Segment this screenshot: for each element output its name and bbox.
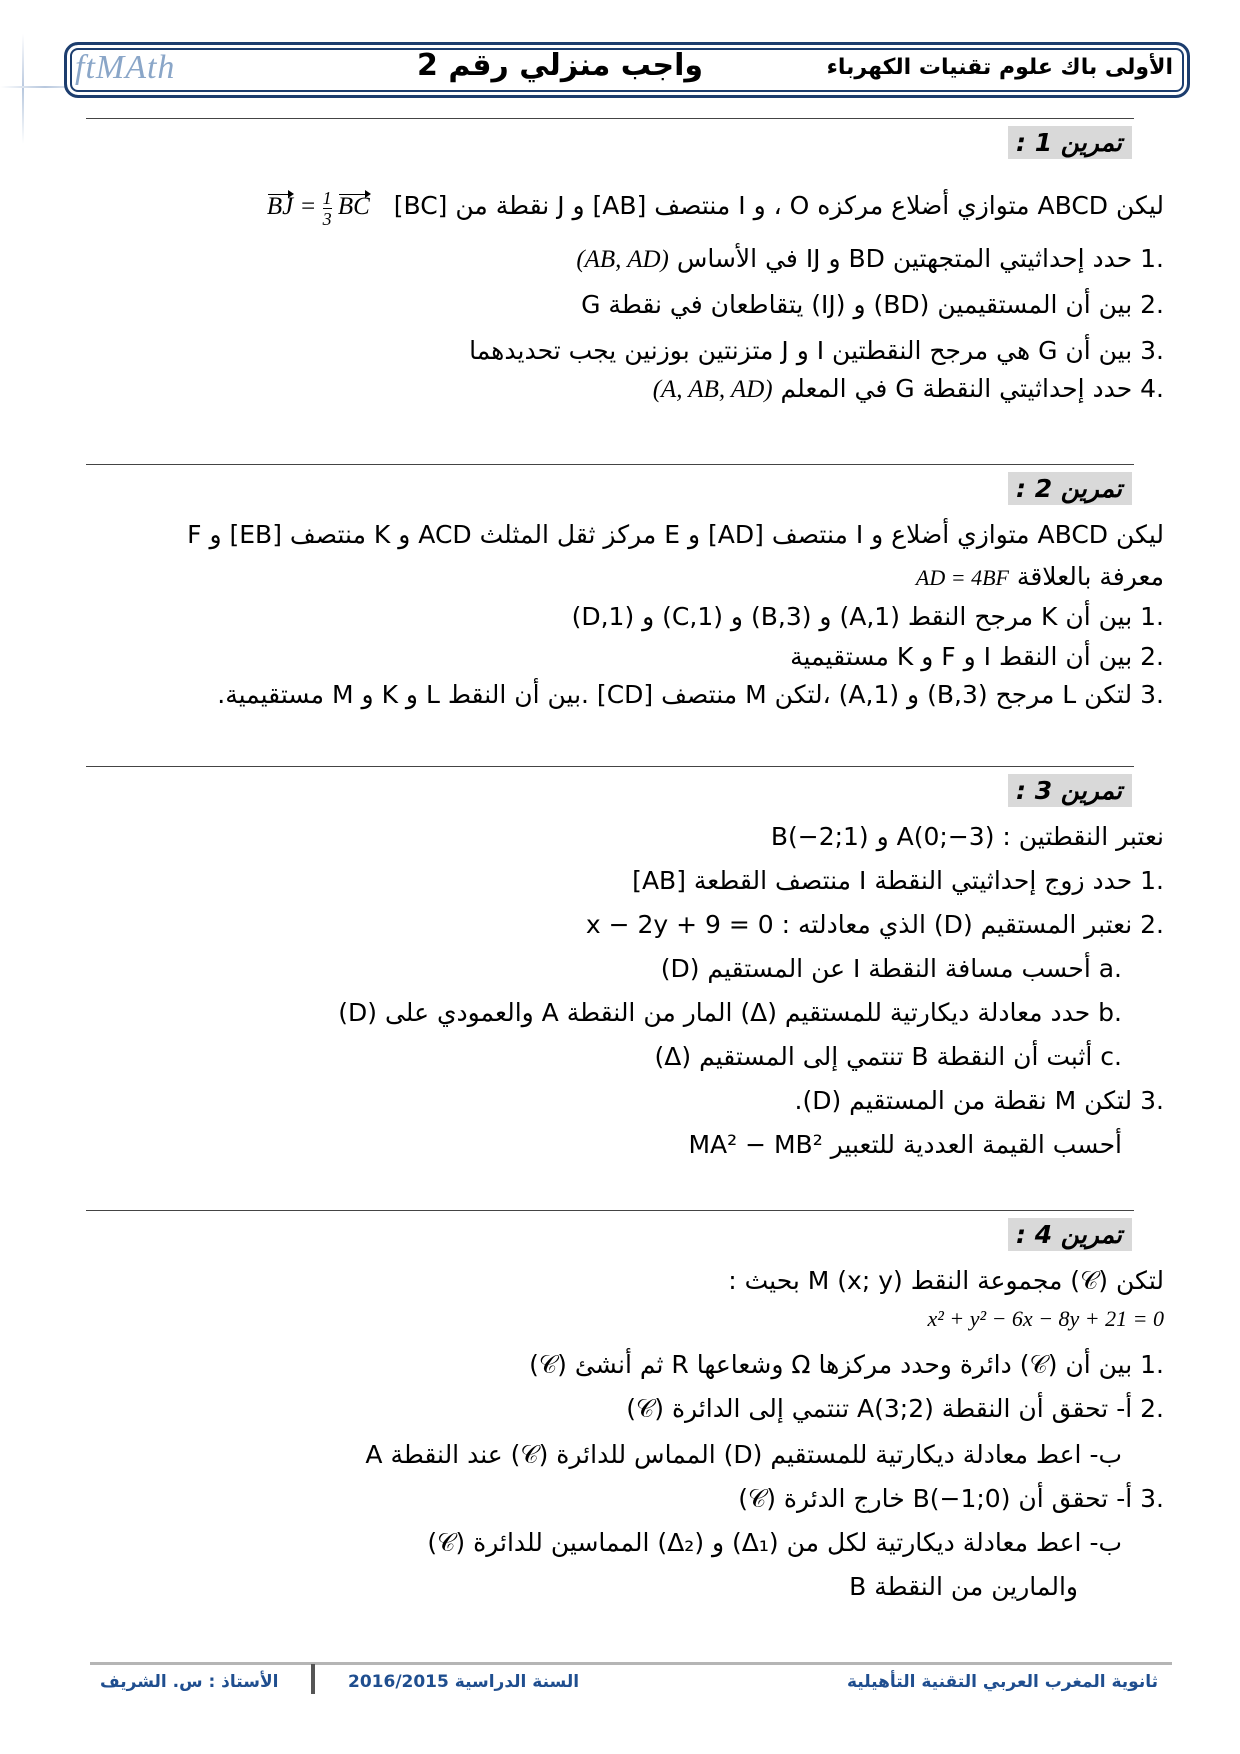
exercise-3-title: تمرين 3 : xyxy=(1008,774,1132,807)
question-number: .2 xyxy=(1140,642,1164,671)
question-text: لتكن M نقطة من المستقيم (D). xyxy=(794,1086,1133,1115)
question-text: بين أن (𝒞) دائرة وحدد مركزها Ω وشعاعها R ثم أنشئ (𝒞) xyxy=(529,1350,1133,1379)
exercise-3-question-3 xyxy=(795,1086,1164,1115)
exercise-2-title: تمرين 2 : xyxy=(1008,472,1132,505)
exercise-3-question-1 xyxy=(632,866,1164,895)
frac-num: 1 xyxy=(322,188,332,208)
section-divider xyxy=(86,118,1134,119)
frac-den: 3 xyxy=(322,209,332,229)
question-number: .1 xyxy=(1140,1350,1164,1379)
sub-question-label: .b xyxy=(1098,998,1122,1027)
sub-question-label: .c xyxy=(1100,1042,1122,1071)
exercise-1-intro xyxy=(267,188,1164,229)
question-text: أحسب مسافة النقطة I عن المستقيم (D) xyxy=(660,954,1091,983)
question-number: .1 xyxy=(1140,866,1164,895)
question-number: .1 xyxy=(1140,602,1164,631)
exercise-2-intro-1: ليكن ABCD متوازي أضلاع و I منتصف [AD] و E مركز ثقل المثلث ACD و K منتصف [EB] و F xyxy=(187,520,1164,549)
question-text: بين أن K مرجح النقط (A,1) و (B,3) و (C,1) و (D,1) xyxy=(571,602,1133,631)
question-text: أثبت أن النقطة B تنتمي إلى المستقيم (Δ) xyxy=(654,1042,1093,1071)
school-name: ثانوية المغرب العربي التقنية التأهيلية xyxy=(846,1672,1158,1692)
exercise-2-question-3 xyxy=(217,680,1164,709)
footer-separator xyxy=(311,1664,315,1694)
decorative-star-vertical xyxy=(22,34,24,144)
question-number: .3 xyxy=(1140,680,1164,709)
section-divider xyxy=(86,1210,1134,1211)
question-text: حدد معادلة ديكارتية للمستقيم (Δ) المار من النقطة A والعمودي على (D) xyxy=(338,998,1091,1027)
exercise-4-equation: x² + y² − 6x − 8y + 21 = 0 xyxy=(927,1306,1164,1331)
class-level: الأولى باك علوم تقنيات الكهرباء xyxy=(826,55,1173,80)
vector-relation: AD = 4BF xyxy=(915,565,1009,590)
equals-sign: = xyxy=(299,193,317,221)
question-number: .2 xyxy=(1140,290,1164,319)
exercise-4-question-3a xyxy=(738,1484,1164,1514)
question-text: بين أن G هي مرجح النقطتين I و J متزنتين بوزنين يجب تحديدهما xyxy=(469,336,1133,365)
exercise-3-intro: نعتبر النقطتين : A(0;−3) و B(−2;1) xyxy=(770,822,1164,851)
exercise-2-intro-2 xyxy=(916,562,1164,591)
question-number: .1 xyxy=(1140,244,1164,273)
homework-title: واجب منزلي رقم 2 xyxy=(417,48,704,83)
question-text: حدد إحداثيتي النقطة G في المعلم xyxy=(780,374,1133,403)
exercise-4-question-2b: ب- اعط معادلة ديكارتية للمستقيم (D) المماس للدائرة (𝒞) عند النقطة A xyxy=(365,1440,1122,1469)
intro-text: ليكن ABCD متوازي أضلاع مركزه O ، و I منتصف [AB] و J نقطة من [BC] xyxy=(393,191,1164,221)
exercise-1-question-4 xyxy=(653,374,1164,404)
exercise-4-question-3b: ب- اعط معادلة ديكارتية لكل من (Δ₁) و (Δ₂) المماسين للدائرة (𝒞) xyxy=(427,1528,1122,1557)
logo: ftMAth xyxy=(75,49,176,86)
exercise-4-intro: لتكن (𝒞) مجموعة النقط M (x; y) بحيث : xyxy=(728,1266,1164,1295)
exercise-1-title: تمرين 1 : xyxy=(1008,126,1132,159)
exercise-1-question-1 xyxy=(576,244,1164,274)
fraction-one-third xyxy=(323,188,332,229)
question-text: أ- تحقق أن النقطة A(3;2) تنتمي إلى الدائرة (𝒞) xyxy=(626,1394,1133,1423)
question-text: حدد زوج إحداثيتي النقطة I منتصف القطعة [AB] xyxy=(632,866,1133,895)
question-number: .4 xyxy=(1140,374,1164,403)
frame-math: (A, AB, AD) xyxy=(652,376,773,403)
question-number: .2 xyxy=(1140,910,1164,939)
question-number: .3 xyxy=(1140,1484,1164,1513)
question-number: .2 xyxy=(1140,1394,1164,1423)
question-text: أ- تحقق أن B(−1;0) خارج الدئرة (𝒞) xyxy=(738,1484,1133,1513)
exercise-3-question-2 xyxy=(586,910,1164,939)
basis-math: (AB, AD) xyxy=(576,246,669,273)
exercise-4-question-1 xyxy=(529,1350,1164,1380)
school-year: السنة الدراسية 2016/2015 xyxy=(348,1672,580,1692)
exercise-4-title: تمرين 4 : xyxy=(1008,1218,1132,1251)
exercise-2-question-2 xyxy=(790,642,1164,671)
exercise-3-question-2a xyxy=(661,954,1122,983)
vector-bc: BC xyxy=(337,193,370,221)
teacher-name: الأستاذ : س. الشريف xyxy=(100,1672,279,1692)
question-text: حدد إحداثيتي المتجهتين BD و IJ في الأساس xyxy=(676,244,1133,273)
question-text: لتكن L مرجح (B,3) و (A,1) ،لتكن M منتصف [CD] .بين أن النقط L و K و M مستقيمية. xyxy=(217,680,1133,709)
footer-divider xyxy=(90,1662,1172,1665)
exercise-1-question-3 xyxy=(469,336,1164,365)
exercise-3-question-2c xyxy=(655,1042,1122,1071)
question-number: .3 xyxy=(1140,1086,1164,1115)
intro-relation xyxy=(266,188,370,229)
question-text: نعتبر المستقيم (D) الذي معادلته : x − 2y + 9 = 0 xyxy=(585,910,1133,939)
section-divider xyxy=(86,464,1134,465)
exercise-1-question-2 xyxy=(581,290,1164,319)
section-divider xyxy=(86,766,1134,767)
exercise-2-question-1 xyxy=(572,602,1164,631)
exercise-3-question-2b xyxy=(338,998,1122,1027)
question-text: بين أن المستقيمين (BD) و (IJ) يتقاطعان في نقطة G xyxy=(581,290,1133,319)
sub-question-label: .a xyxy=(1098,954,1122,983)
intro-text: معرفة بالعلاقة xyxy=(1016,562,1164,591)
page-header xyxy=(64,42,1190,98)
vector-bj: BJ xyxy=(266,193,294,221)
exercise-4-question-2a xyxy=(626,1394,1164,1424)
question-number: .3 xyxy=(1140,336,1164,365)
exercise-3-question-3b: أحسب القيمة العددية للتعبير MA² − MB² xyxy=(688,1130,1122,1159)
question-text: بين أن النقط I و F و K مستقيمية xyxy=(790,642,1133,671)
exercise-4-question-3c: والمارين من النقطة B xyxy=(849,1572,1078,1601)
